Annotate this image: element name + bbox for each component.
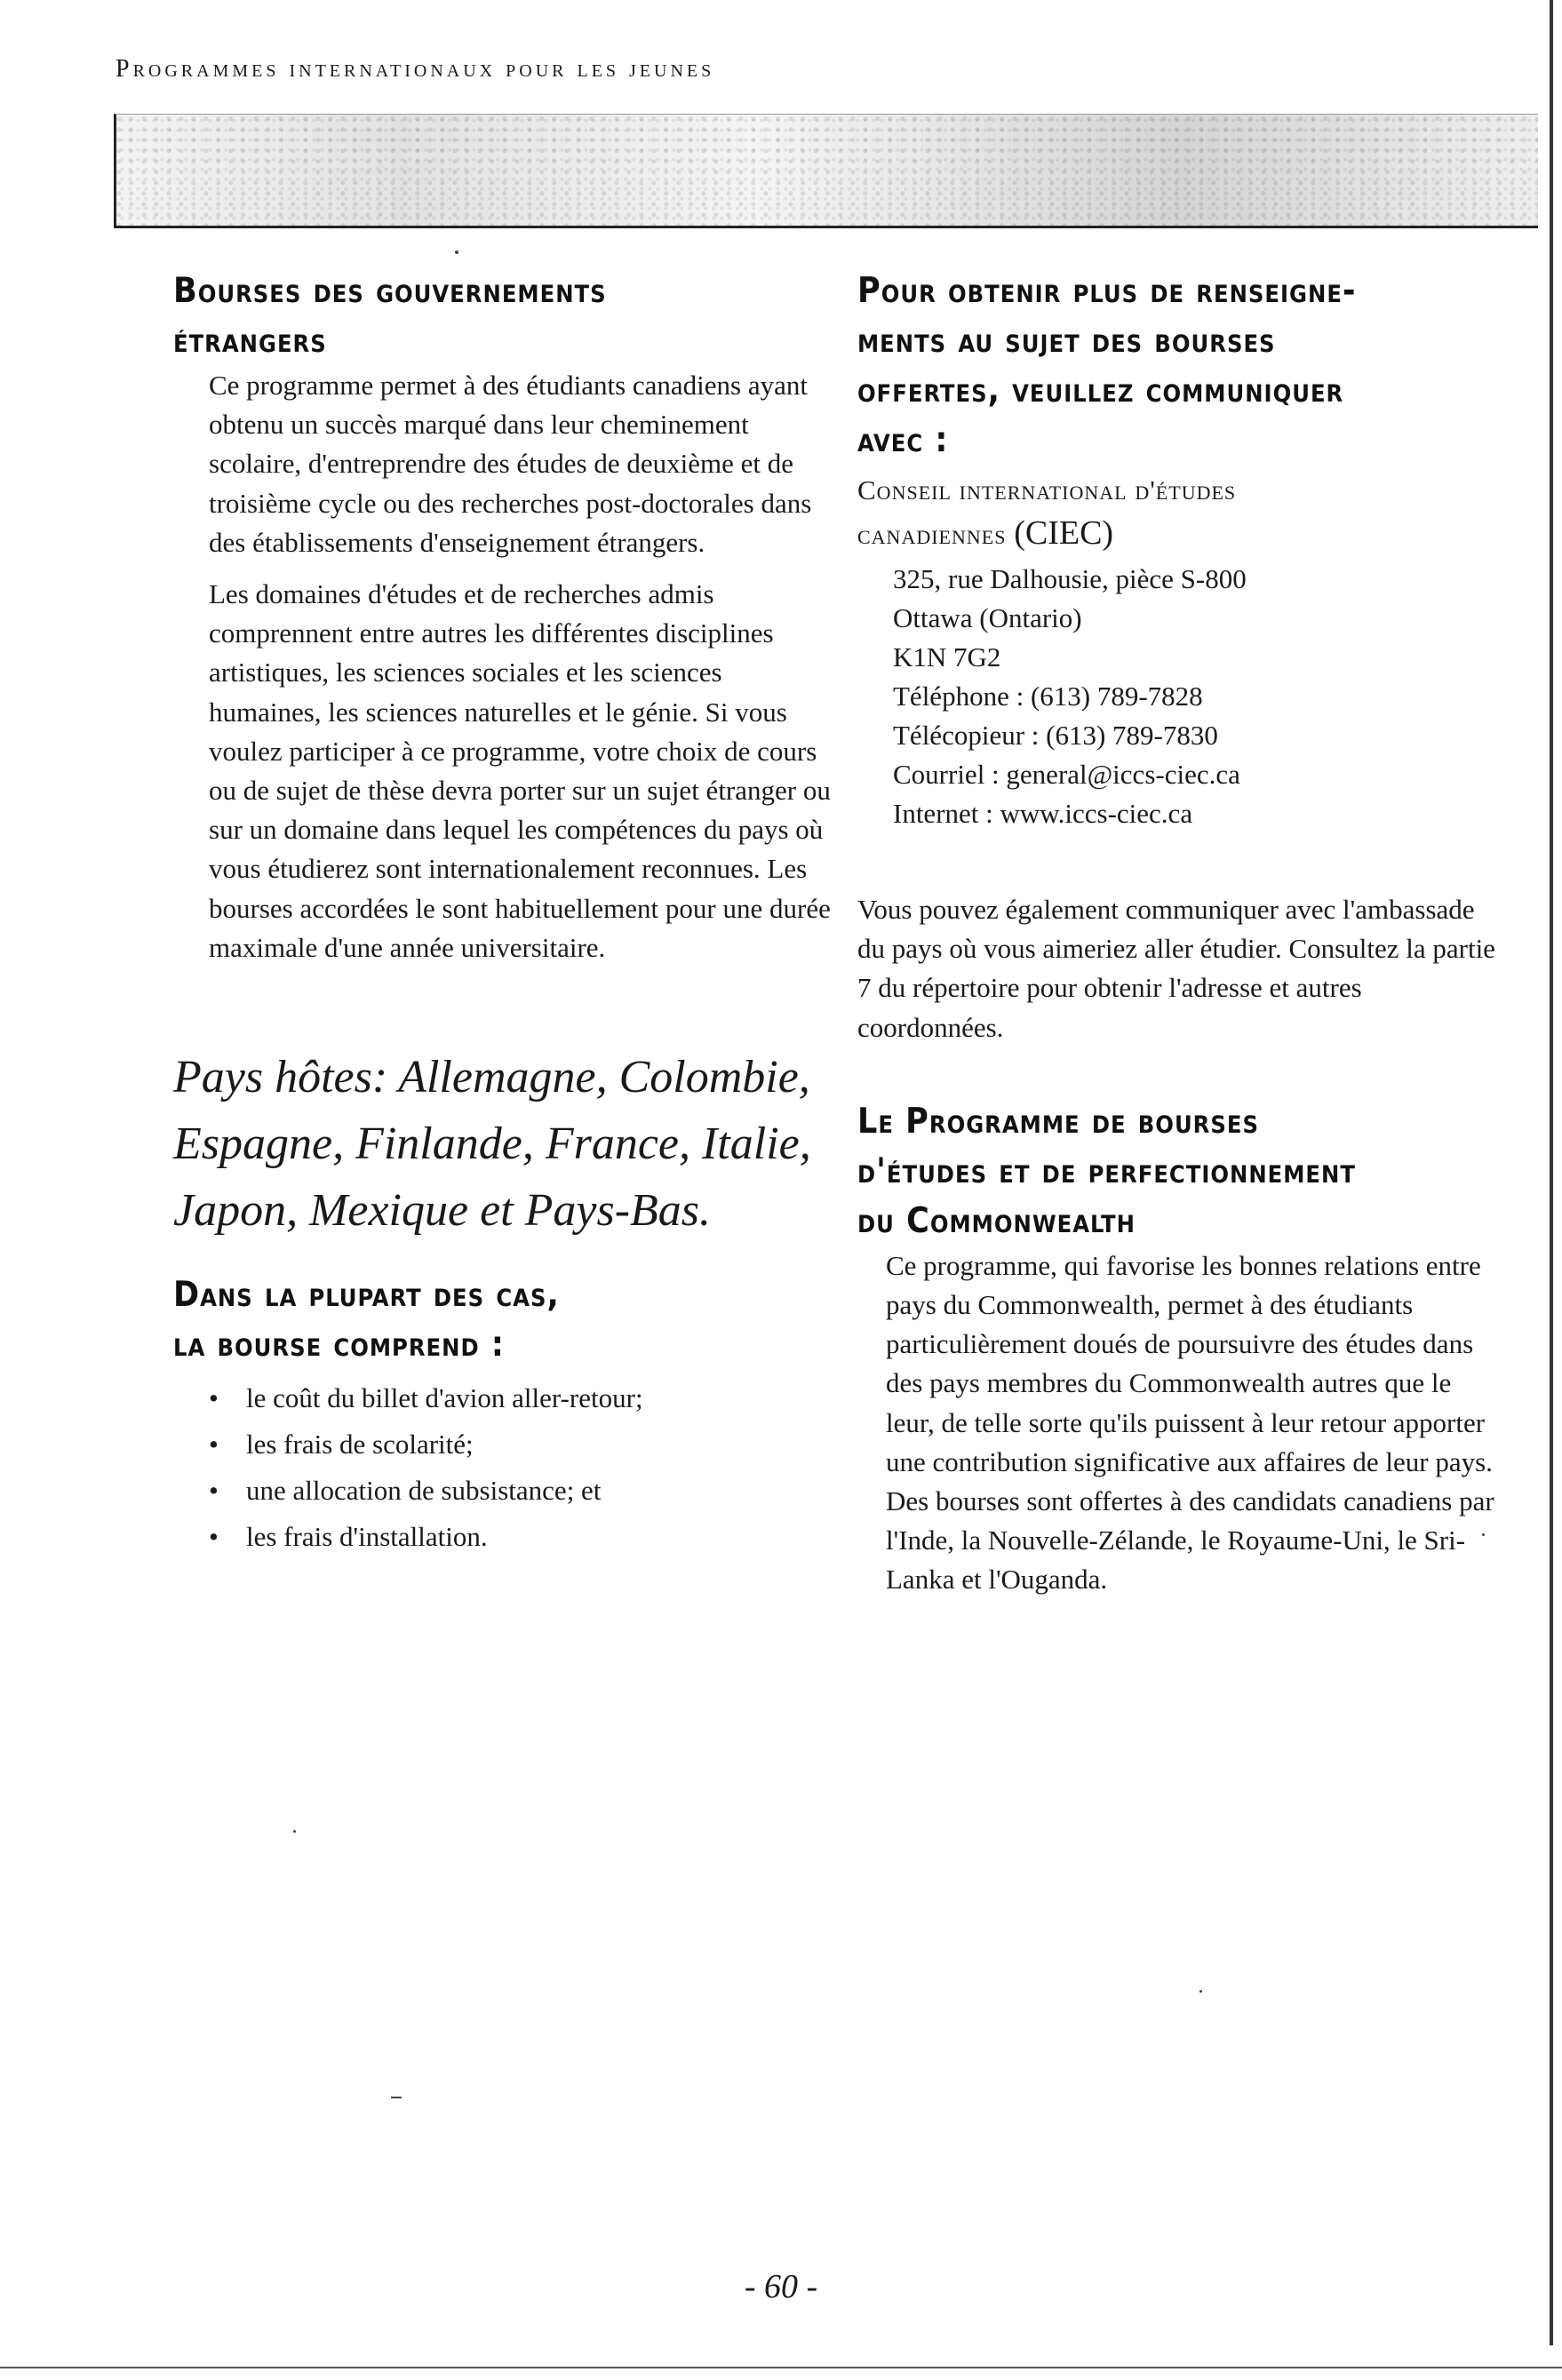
section-heading-commonwealth	[857, 1097, 1497, 1246]
heading-line: d'études et de perfectionnement	[857, 1150, 1356, 1191]
paragraph: Les domaines d'études et de recherches admis comprennent entre autres les différentes disciplines artistiques, les sciences sociales et les sciences humaines, les sciences naturelles et le génie. Si vous voulez participer à ce programme, votre choix de cours ou de sujet de thèse devra porter sur un sujet étranger ou sur un domaine dans lequel les compétences du pays où vous étudierez sont internationalement reconnues. Les bourses accordées le sont habituellement pour une durée maximale d'une année universitaire.	[209, 578, 831, 963]
running-head: Programmes internationaux pour les jeunes	[116, 55, 715, 83]
heading-line: Le Programme de bourses	[857, 1101, 1259, 1142]
list-item: • une allocation de subsistance; et	[209, 1468, 831, 1514]
list-item: • les frais d'installation.	[209, 1514, 831, 1560]
heading-line: étrangers	[173, 321, 327, 361]
bullet-list	[173, 1375, 831, 1560]
website-line: Internet : www.iccs-ciec.ca	[893, 798, 1193, 829]
heading-line: Bourses des gouvernements	[173, 271, 607, 311]
section-heading-foreign-scholarships	[173, 267, 831, 366]
organization-name	[857, 469, 1497, 556]
heading-line: Dans la plupart des cas,	[173, 1275, 560, 1316]
heading-line: offertes, veuillez communiquer	[857, 370, 1344, 410]
list-item: • le coût du billet d'avion aller-retour;	[209, 1375, 831, 1421]
scan-speck	[1482, 1533, 1485, 1536]
embassy-note: Vous pouvez également communiquer avec l'ambassade du pays où vous aimeriez aller étudier. Consultez la partie 7 du répertoire pour obtenir l'adresse et autres coordonnées.	[857, 894, 1495, 1043]
page-edge-rule	[1550, 0, 1553, 2345]
page-number: - 60 -	[744, 2268, 818, 2305]
section-heading-contact	[857, 267, 1497, 466]
decorative-banner	[114, 114, 1538, 228]
phone-line: Téléphone : (613) 789-7828	[893, 681, 1203, 712]
org-abbreviation: (CIEC)	[1014, 514, 1114, 552]
heading-line: la bourse comprend :	[173, 1325, 505, 1365]
org-line: canadiennes	[857, 519, 1007, 550]
right-column	[857, 267, 1497, 1612]
org-line: Conseil international d'études	[857, 474, 1237, 505]
paragraph: Ce programme permet à des étudiants canadiens ayant obtenu un succès marqué dans leur cheminement scolaire, d'entreprendre des études de deuxième et de troisième cycle ou des recherches post-doctorales dans des établissements d'enseignement étrangers.	[209, 370, 812, 558]
heading-line: du Commonwealth	[857, 1200, 1136, 1241]
fax-line: Télécopieur : (613) 789-7830	[893, 720, 1218, 751]
address-line: Ottawa (Ontario)	[893, 602, 1082, 633]
address-line: K1N 7G2	[893, 641, 1001, 673]
heading-line: Pour obtenir plus de renseigne-	[857, 271, 1357, 311]
scan-speck	[1199, 1990, 1202, 1993]
scan-speck	[391, 2097, 402, 2098]
scan-speck	[293, 1830, 296, 1833]
paragraph: Ce programme, qui favorise les bonnes relations entre pays du Commonwealth, permet à des étudiants particulièrement doués de poursuivre des études dans des pays membres du Commonwealth autres que le leur, de telle sorte qu'ils puissent à leur retour apporter une contribution significative aux affaires de leur pays. Des bourses sont offertes à des candidats canadiens par l'Inde, la Nouvelle-Zélande, le Royaume-Uni, le Sri-Lanka et l'Ouganda.	[886, 1249, 1494, 1596]
section-heading-scholarship-includes	[173, 1270, 831, 1370]
left-column	[173, 267, 831, 1560]
email-line: Courriel : general@iccs-ciec.ca	[893, 759, 1240, 790]
bottom-rule	[0, 2367, 1562, 2368]
contact-address	[857, 560, 1497, 833]
host-countries: Pays hôtes: Allemagne, Colombie, Espagne, Finlande, France, Italie, Japon, Mexique et Pays-Bas.	[173, 1052, 811, 1237]
address-line: 325, rue Dalhousie, pièce S-800	[893, 563, 1247, 594]
heading-line: ments au sujet des bourses	[857, 321, 1276, 361]
list-item: • les frais de scolarité;	[209, 1421, 831, 1468]
heading-line: avec :	[857, 420, 949, 460]
scan-speck	[455, 251, 458, 254]
